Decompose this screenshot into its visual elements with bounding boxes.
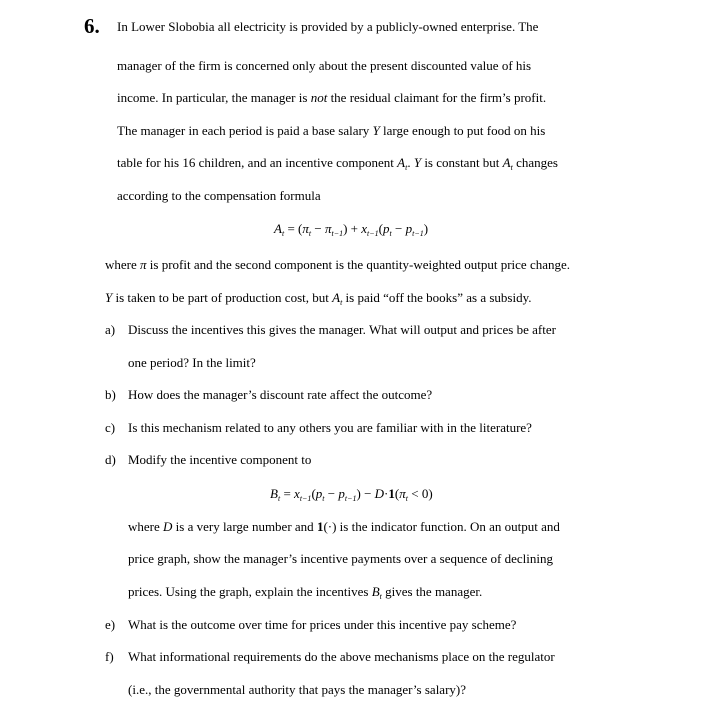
question-number: 6. bbox=[84, 14, 100, 38]
part-a-line-2: one period? In the limit? bbox=[128, 355, 256, 370]
incentive-formula: $B_t = x_{t-1}(p_t - p_{t-1}) - D\cdot 1(\pi_t < 0)$ bbox=[270, 486, 433, 503]
part-c-label: c) bbox=[105, 420, 116, 435]
part-a-line-1: Discuss the incentives this gives the manager. What will output and prices be after bbox=[128, 322, 556, 337]
part-d-label: d) bbox=[105, 452, 116, 467]
part-f-line-1: What informational requirements do the above mechanisms place on the regulator bbox=[128, 649, 555, 664]
part-b-label: b) bbox=[105, 387, 116, 402]
part-c-text: Is this mechanism related to any others you are familiar with in the literature? bbox=[128, 420, 532, 435]
part-b-text: How does the manager’s discount rate affect the outcome? bbox=[128, 387, 433, 402]
part-e-text: What is the outcome over time for prices under this incentive pay scheme? bbox=[128, 617, 517, 632]
intro-line-6: according to the compensation formula bbox=[117, 188, 321, 203]
part-d-line-2: where D is a very large number and 1(·) is the indicator function. On an output and bbox=[128, 519, 560, 534]
compensation-formula: $A_t = (\pi_t - \pi_{t-1}) + x_{t-1}(p_t - p_{t-1})$ bbox=[274, 221, 429, 238]
part-f-label: f) bbox=[105, 649, 114, 664]
intro-line-5: table for his 16 children, and an incentive component $A_t$. Y is constant but $A_t$ changes bbox=[117, 155, 558, 172]
part-f-line-2: (i.e., the governmental authority that pays the manager’s salary)? bbox=[128, 682, 466, 697]
intro-line-2: manager of the firm is concerned only about the present discounted value of his bbox=[117, 58, 532, 73]
intro-line-3: income. In particular, the manager is not the residual claimant for the firm’s profit. bbox=[117, 90, 547, 105]
part-d-text: Modify the incentive component to bbox=[128, 452, 312, 467]
part-a-label: a) bbox=[105, 322, 116, 337]
intro-line-1: In Lower Slobobia all electricity is provided by a publicly-owned enterprise. The bbox=[117, 19, 539, 34]
part-d-line-3: price graph, show the manager’s incentive payments over a sequence of declining bbox=[128, 551, 553, 566]
part-e-label: e) bbox=[105, 617, 116, 632]
after-formula-line: where π is profit and the second component is the quantity-weighted output price change. bbox=[105, 257, 571, 272]
subsidy-line: Y is taken to be part of production cost, but $A_t$ is paid “off the books” as a subsidy. bbox=[105, 290, 532, 307]
part-d-line-4: prices. Using the graph, explain the incentives $B_t$ gives the manager. bbox=[128, 584, 483, 601]
intro-line-4: The manager in each period is paid a base salary Y large enough to put food on his bbox=[117, 123, 546, 138]
